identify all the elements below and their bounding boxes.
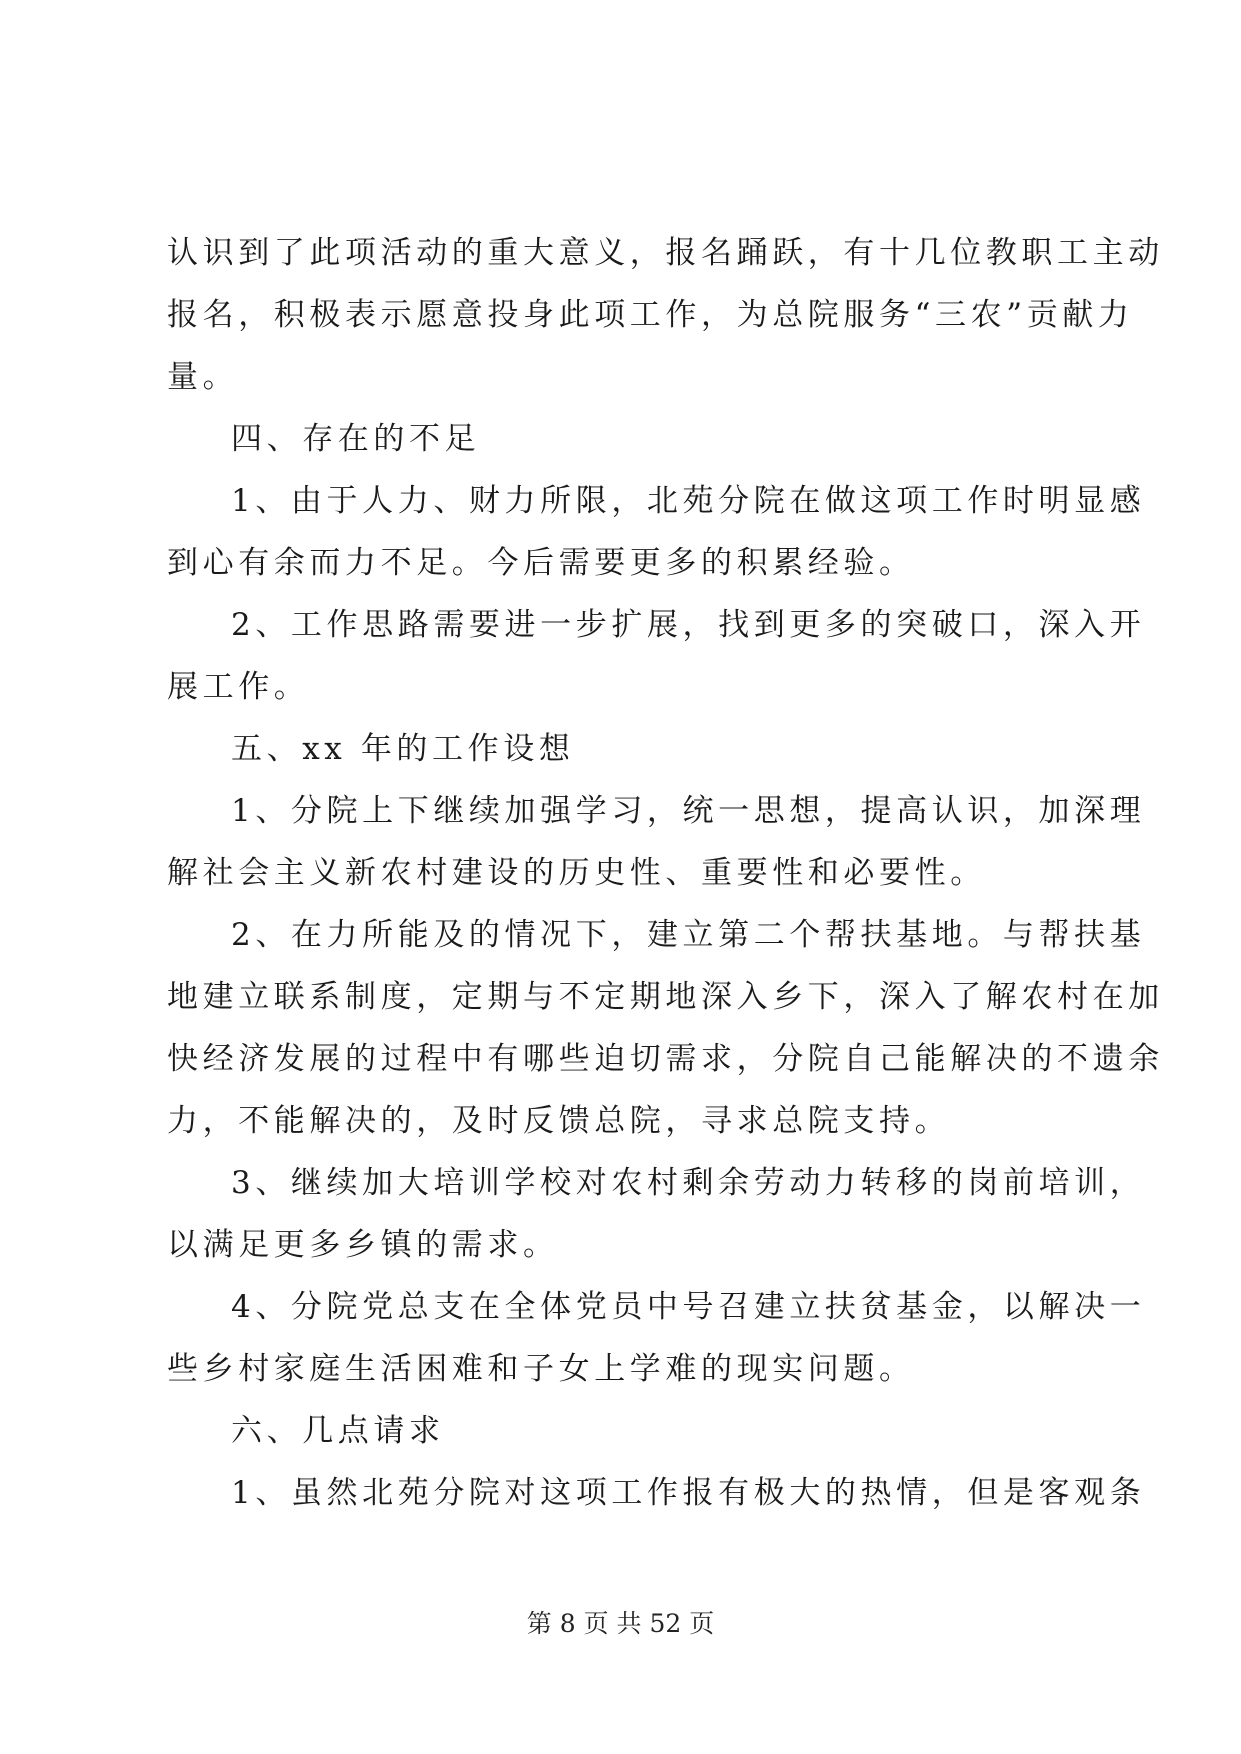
- text-line: 报名，积极表示愿意投身此项工作，为总院服务“三农”贡献力: [167, 297, 1134, 333]
- section-heading: 六、几点请求: [231, 1413, 445, 1449]
- document-body: [167, 222, 1164, 1524]
- text-line: 1、虽然北苑分院对这项工作报有极大的热情，但是客观条: [231, 1475, 1146, 1511]
- section-heading: 四、存在的不足: [231, 421, 481, 457]
- text-line: 4、分院党总支在全体党员中号召建立扶贫基金，以解决一: [231, 1289, 1146, 1325]
- text-line: 量。: [167, 359, 239, 395]
- text-line: 2、在力所能及的情况下，建立第二个帮扶基地。与帮扶基: [231, 917, 1146, 953]
- text-line: 1、分院上下继续加强学习，统一思想，提高认识，加深理: [231, 793, 1146, 829]
- text-line: 2、工作思路需要进一步扩展，找到更多的突破口，深入开: [231, 607, 1146, 643]
- text-line: 地建立联系制度，定期与不定期地深入乡下，深入了解农村在加: [167, 979, 1164, 1015]
- text-line: 1、由于人力、财力所限，北苑分院在做这项工作时明显感: [231, 483, 1146, 519]
- text-line: 到心有余而力不足。今后需要更多的积累经验。: [167, 545, 915, 581]
- section-heading: 五、xx 年的工作设想: [231, 731, 575, 767]
- text-line: 以满足更多乡镇的需求。: [167, 1227, 559, 1263]
- text-line: 解社会主义新农村建设的历史性、重要性和必要性。: [167, 855, 986, 891]
- text-line: 些乡村家庭生活困难和子女上学难的现实问题。: [167, 1351, 915, 1387]
- page-footer: 第 8 页 共 52 页: [526, 1609, 715, 1638]
- text-line: 3、继续加大培训学校对农村剩余劳动力转移的岗前培训，: [231, 1165, 1146, 1201]
- text-line: 认识到了此项活动的重大意义，报名踊跃，有十几位教职工主动: [167, 235, 1164, 271]
- text-line: 力，不能解决的，及时反馈总院，寻求总院支持。: [167, 1103, 951, 1139]
- text-line: 快经济发展的过程中有哪些迫切需求，分院自己能解决的不遗余: [167, 1041, 1164, 1077]
- text-line: 展工作。: [167, 669, 310, 705]
